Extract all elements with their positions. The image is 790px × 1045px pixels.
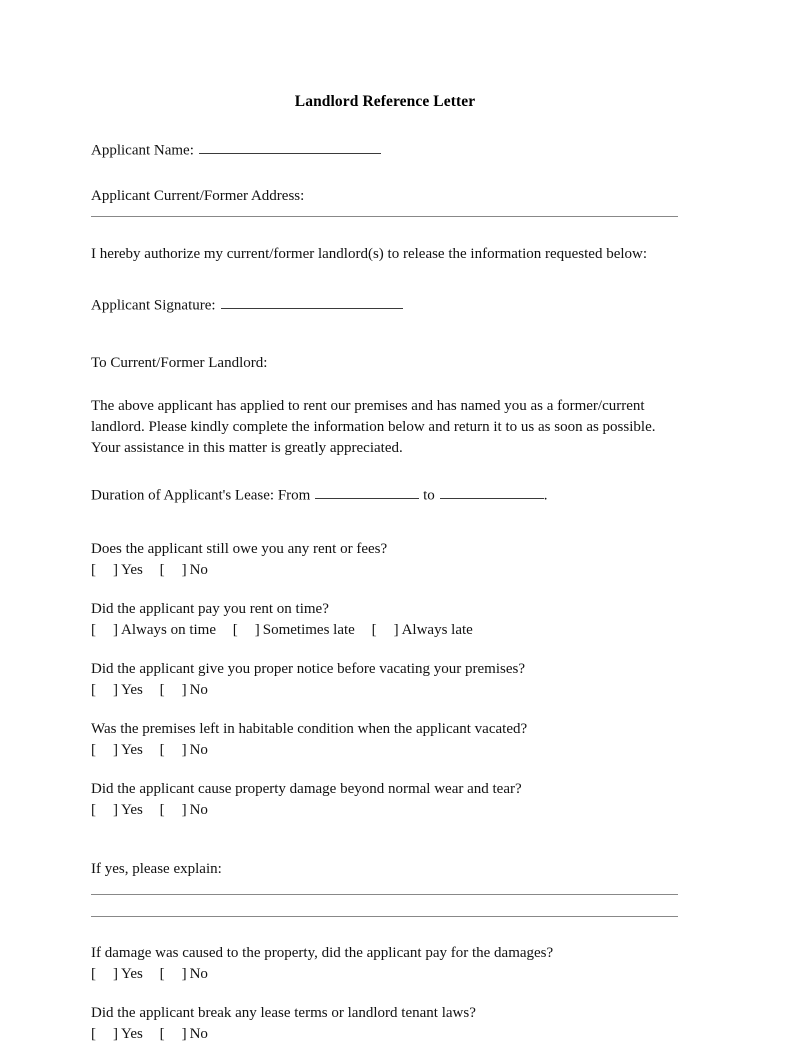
checkbox-bracket-close: ] — [113, 622, 118, 639]
lease-end-input[interactable] — [440, 484, 544, 499]
checkbox-bracket-close: ] — [254, 622, 260, 639]
question-text: Did the applicant give you proper notice before vacating your premises? — [91, 660, 526, 677]
checkbox-bracket-close: ] — [113, 742, 118, 759]
checkbox-bracket-close: ] — [181, 966, 187, 983]
checkbox-label: Yes — [121, 682, 143, 699]
applicant-name-label: Applicant Name: — [91, 142, 194, 159]
page-title: Landlord Reference Letter — [294, 93, 476, 110]
checkbox-bracket-close: ] — [181, 802, 187, 819]
checkbox-label: No — [189, 562, 208, 579]
lease-start-input[interactable] — [315, 484, 419, 499]
checkbox-bracket: [ — [159, 1026, 165, 1043]
explain-input-rule[interactable] — [91, 894, 678, 895]
option-row — [91, 621, 679, 641]
checkbox-label: No — [189, 682, 208, 699]
checkbox-label: Always on time — [121, 622, 216, 639]
checkbox-label: No — [189, 966, 208, 983]
checkbox-bracket: [ — [159, 682, 165, 699]
checkbox-bracket-close: ] — [393, 622, 399, 639]
option-row — [91, 561, 679, 581]
question-block — [91, 1004, 679, 1045]
checkbox-bracket: [ — [91, 802, 96, 819]
checkbox-bracket-close: ] — [181, 682, 187, 699]
question-block — [91, 540, 679, 581]
lease-duration-suffix: . — [543, 486, 548, 503]
checkbox-bracket: [ — [159, 742, 165, 759]
checkbox-option[interactable] — [160, 681, 208, 701]
questions-section — [91, 504, 679, 1045]
question-text: If damage was caused to the property, did the applicant pay for the damages? — [91, 944, 554, 961]
applicant-name-field — [91, 139, 679, 159]
checkbox-option[interactable] — [160, 741, 208, 761]
checkbox-bracket: [ — [91, 562, 96, 579]
applicant-signature-field — [91, 294, 679, 314]
checkbox-bracket-close: ] — [113, 1026, 118, 1043]
body-paragraph: The above applicant has applied to rent our premises and has named you as a former/current landlord. Please kindly complete the information below and return it to us as soon as possible. Your assistance in this matter is greatly appreciated. — [91, 397, 656, 457]
option-row — [91, 1025, 679, 1045]
option-row — [91, 801, 679, 821]
checkbox-bracket-close: ] — [113, 802, 118, 819]
checkbox-bracket: [ — [232, 622, 238, 639]
question-text: Was the premises left in habitable condition when the applicant vacated? — [91, 720, 528, 737]
lease-duration-middle-label: to — [423, 486, 435, 503]
checkbox-label: No — [189, 802, 208, 819]
option-row — [91, 741, 679, 761]
question-block — [91, 780, 679, 821]
checkbox-bracket: [ — [371, 622, 377, 639]
explain-answer-area — [91, 878, 679, 917]
checkbox-option[interactable] — [91, 741, 143, 761]
checkbox-bracket: [ — [91, 682, 96, 699]
checkbox-bracket: [ — [91, 622, 96, 639]
checkbox-label: Yes — [121, 562, 143, 579]
question-block — [91, 720, 679, 761]
checkbox-bracket-close: ] — [113, 966, 118, 983]
checkbox-label: Yes — [121, 802, 143, 819]
applicant-address-field — [91, 159, 679, 205]
checkbox-bracket: [ — [91, 742, 96, 759]
question-block — [91, 917, 679, 985]
question-text: Does the applicant still owe you any rent or fees? — [91, 540, 388, 557]
option-row — [91, 681, 679, 701]
salutation: To Current/Former Landlord: — [91, 354, 268, 371]
checkbox-option[interactable] — [233, 621, 355, 641]
checkbox-label: No — [189, 1026, 208, 1043]
checkbox-option[interactable] — [160, 1025, 208, 1045]
question-block — [91, 600, 679, 641]
checkbox-option[interactable] — [160, 801, 208, 821]
checkbox-label: Yes — [121, 742, 143, 759]
checkbox-option[interactable] — [91, 681, 143, 701]
checkbox-option[interactable] — [91, 965, 143, 985]
checkbox-label: Yes — [121, 966, 143, 983]
document-content — [91, 0, 679, 1045]
checkbox-label: No — [189, 742, 208, 759]
question-text: Did the applicant break any lease terms or landlord tenant laws? — [91, 1004, 476, 1021]
question-text: Did the applicant pay you rent on time? — [91, 600, 329, 617]
checkbox-option[interactable] — [372, 621, 473, 641]
applicant-signature-label: Applicant Signature: — [91, 296, 216, 313]
checkbox-bracket: [ — [159, 966, 165, 983]
checkbox-bracket: [ — [91, 1026, 96, 1043]
checkbox-label: Always late — [401, 622, 473, 639]
explain-label: If yes, please explain: — [91, 860, 222, 877]
checkbox-option[interactable] — [91, 1025, 143, 1045]
checkbox-bracket: [ — [159, 562, 165, 579]
question-text: Did the applicant cause property damage beyond normal wear and tear? — [91, 780, 522, 797]
lease-duration-prefix-label: Duration of Applicant's Lease: From — [91, 486, 311, 503]
applicant-signature-input[interactable] — [221, 294, 403, 309]
applicant-address-label: Applicant Current/Former Address: — [91, 188, 305, 205]
checkbox-option[interactable] — [160, 965, 208, 985]
applicant-name-input[interactable] — [199, 139, 381, 154]
question-block — [91, 660, 679, 701]
checkbox-option[interactable] — [91, 561, 143, 581]
checkbox-option[interactable] — [91, 621, 216, 641]
checkbox-bracket: [ — [159, 802, 165, 819]
lease-duration-field — [91, 460, 679, 504]
checkbox-label: Yes — [121, 1026, 143, 1043]
checkbox-label: Sometimes late — [262, 622, 355, 639]
checkbox-option[interactable] — [160, 561, 208, 581]
checkbox-bracket-close: ] — [113, 562, 118, 579]
checkbox-bracket-close: ] — [113, 682, 118, 699]
checkbox-bracket-close: ] — [181, 742, 187, 759]
checkbox-option[interactable] — [91, 801, 143, 821]
option-row — [91, 965, 679, 985]
checkbox-bracket: [ — [91, 966, 96, 983]
authorization-statement: I hereby authorize my current/former landlord(s) to release the information requested below: — [91, 246, 648, 263]
checkbox-bracket-close: ] — [181, 562, 187, 579]
checkbox-bracket-close: ] — [181, 1026, 187, 1043]
